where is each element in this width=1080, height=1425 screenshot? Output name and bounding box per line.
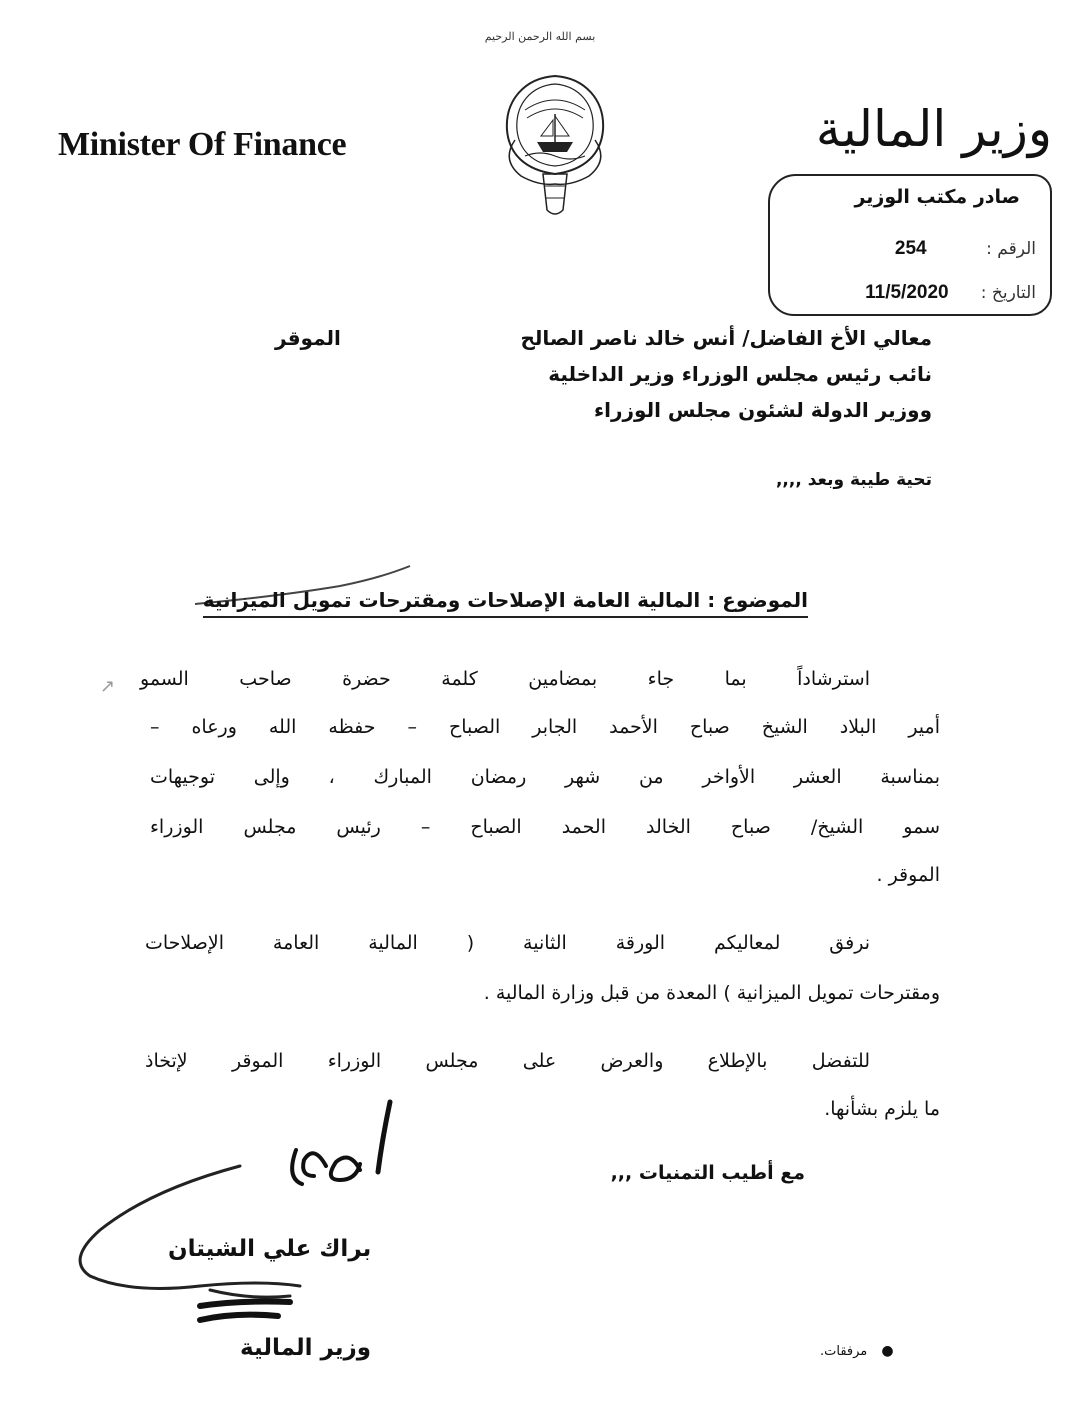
body-paragraph-1-line-4: سمو الشيخ/ صباح الخالد الحمد الصباح – رئيس مجلس الوزراء: [150, 816, 940, 838]
body-paragraph-3-line-2: ما يلزم بشأنها.: [824, 1098, 940, 1120]
arabic-letterhead-title: وزير المالية: [815, 100, 1052, 158]
addressee-line-2: نائب رئيس مجلس الوزراء وزير الداخلية: [548, 362, 932, 386]
greeting: تحية طيبة وبعد ,,,,: [775, 470, 932, 490]
signatory-name: براك علي الشيتان: [168, 1236, 372, 1262]
stamp-number-value: 254: [894, 238, 927, 259]
basmala: بسم الله الرحمن الرحيم: [484, 30, 596, 43]
kuwait-emblem-icon: [495, 70, 615, 220]
body-paragraph-2-line-1: نرفق لمعاليكم الورقة الثانية ( المالية العامة الإصلاحات: [145, 932, 870, 954]
closing-phrase: مع أطيب التمنيات ,,,: [610, 1162, 805, 1184]
stamp-title: صادر مكتب الوزير: [854, 186, 1020, 208]
addressee-line-3: ووزير الدولة لشئون مجلس الوزراء: [593, 398, 932, 422]
bullet-icon: ●: [881, 1343, 894, 1359]
stamp-number-label: الرقم :: [986, 239, 1036, 259]
body-paragraph-3-line-1: للتفضل بالإطلاع والعرض على مجلس الوزراء الموقر لإتخاذ: [145, 1050, 870, 1072]
attachments-label: مرفقات.: [820, 1344, 868, 1359]
stamp-number-row: [895, 238, 1036, 260]
addressee-line-1: معالي الأخ الفاضل/ أنس خالد ناصر الصالح: [520, 326, 932, 350]
attachments-note: [820, 1343, 894, 1359]
body-paragraph-1-line-5: الموقر .: [876, 864, 940, 886]
body-paragraph-1-line-1: استرشاداً بما جاء بمضامين كلمة حضرة صاحب السمو: [140, 668, 870, 690]
stamp-date-label: التاريخ :: [980, 283, 1036, 303]
outgoing-stamp: [768, 174, 1052, 316]
english-letterhead-title: Minister Of Finance: [58, 126, 347, 163]
stamp-date-value: 11/5/2020: [865, 282, 949, 303]
body-paragraph-1-line-3: بمناسبة العشر الأواخر من شهر رمضان المبارك ، وإلى توجيهات: [150, 766, 940, 788]
addressee-honorific: الموقر: [275, 326, 341, 350]
stamp-date-row: [865, 282, 1036, 304]
body-paragraph-1-line-2: أمير البلاد الشيخ صباح الأحمد الجابر الصباح – حفظه الله ورعاه –: [150, 716, 940, 738]
body-paragraph-2-line-2: ومقترحات تمويل الميزانية ) المعدة من قبل وزارة المالية .: [483, 982, 940, 1004]
subject-line: الموضوع : المالية العامة الإصلاحات ومقترحات تمويل الميزانية: [203, 588, 808, 618]
signatory-position: وزير المالية: [240, 1335, 372, 1361]
margin-mark: ↗: [100, 676, 116, 697]
